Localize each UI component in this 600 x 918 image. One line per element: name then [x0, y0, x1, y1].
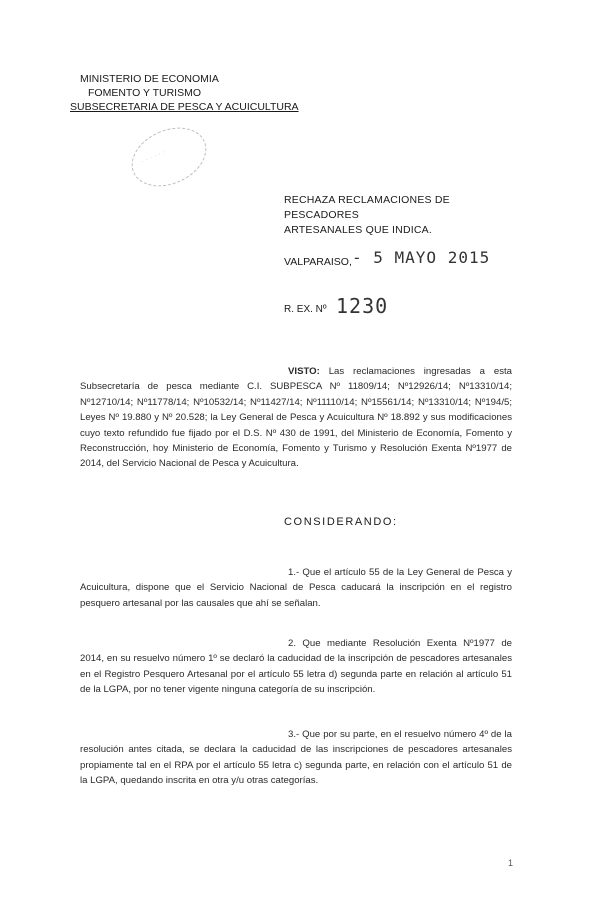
- page-number: 1: [508, 858, 514, 868]
- visto-text: Las reclamaciones ingresadas a esta Subsecretaría de pesca mediante C.I. SUBPESCA Nº 11809/14; Nº12926/14; Nº13310/14; Nº12710/14; Nº11778/14; Nº10532/14; Nº11427/14; Nº11110/14; Nº15561/14; Nº13310/14; Nº194/5; Leyes Nº 19.880 y Nº 20.528; la Ley General de Pesca y Acuicultura Nº 18.892 y sus modificaciones cuyo texto refundido fue fijado por el D.S. Nº 430 de 1991, del Ministerio de Economía, Fomento y Reconstrucción, hoy Ministerio de Economía, Fomento y Turismo y Resolución Exenta Nº1977 de 2014, del Servicio Nacional de Pesca y Acuicultura.: [80, 366, 512, 470]
- resolution-label: R. EX. Nº: [284, 304, 327, 315]
- resolution-number: 1230: [336, 294, 389, 318]
- undersecretariat-name: SUBSECRETARIA DE PESCA Y ACUICULTURA: [70, 101, 299, 113]
- ministry-name: MINISTERIO DE ECONOMIA: [80, 73, 219, 85]
- paragraph-2-text: 2. Que mediante Resolución Exenta Nº1977 de 2014, en su resuelvo número 1º se declaró la caducidad de la inscripción de pescadores artesanales en el Registro Pesquero Artesanal por el artículo 55 letra d) segunda parte en relación al artículo 51 de la LGPA, por no tener vigente ninguna categoría de su inscripción.: [80, 638, 512, 696]
- visto-paragraph: [80, 364, 512, 472]
- resolution-subject: [284, 193, 510, 238]
- subject-line-2: ARTESANALES QUE INDICA.: [284, 224, 432, 236]
- place: VALPARAISO,: [284, 256, 352, 268]
- ministry-subname: FOMENTO Y TURISMO: [88, 87, 201, 99]
- considerando-paragraph-2: [80, 636, 512, 698]
- faded-stamp-icon: · · · · · ·: [122, 116, 215, 197]
- date-stamp: - 5 MAYO 2015: [352, 248, 491, 267]
- considerando-paragraph-1: [80, 565, 512, 611]
- letterhead: [70, 72, 299, 114]
- considerando-paragraph-3: [80, 727, 512, 789]
- paragraph-1-text: 1.- Que el artículo 55 de la Ley General de Pesca y Acuicultura, dispone que el Servicio Nacional de Pesca caducará la inscripción en el registro pesquero artesanal por las causales que ahí se señalan.: [80, 567, 512, 609]
- paragraph-3-text: 3.- Que por su parte, en el resuelvo número 4º de la resolución antes citada, se declara la caducidad de las inscripciones de pescadores artesanales propiamente tal en el RPA por el artículo 55 letra c) segunda parte, en relación con el artículo 51 de la LGPA, quedando inscrita en otra y/u otras categorías.: [80, 729, 512, 787]
- considerando-heading: CONSIDERANDO:: [284, 516, 398, 528]
- visto-label: VISTO:: [288, 366, 320, 377]
- subject-line-1: RECHAZA RECLAMACIONES DE PESCADORES: [284, 194, 450, 221]
